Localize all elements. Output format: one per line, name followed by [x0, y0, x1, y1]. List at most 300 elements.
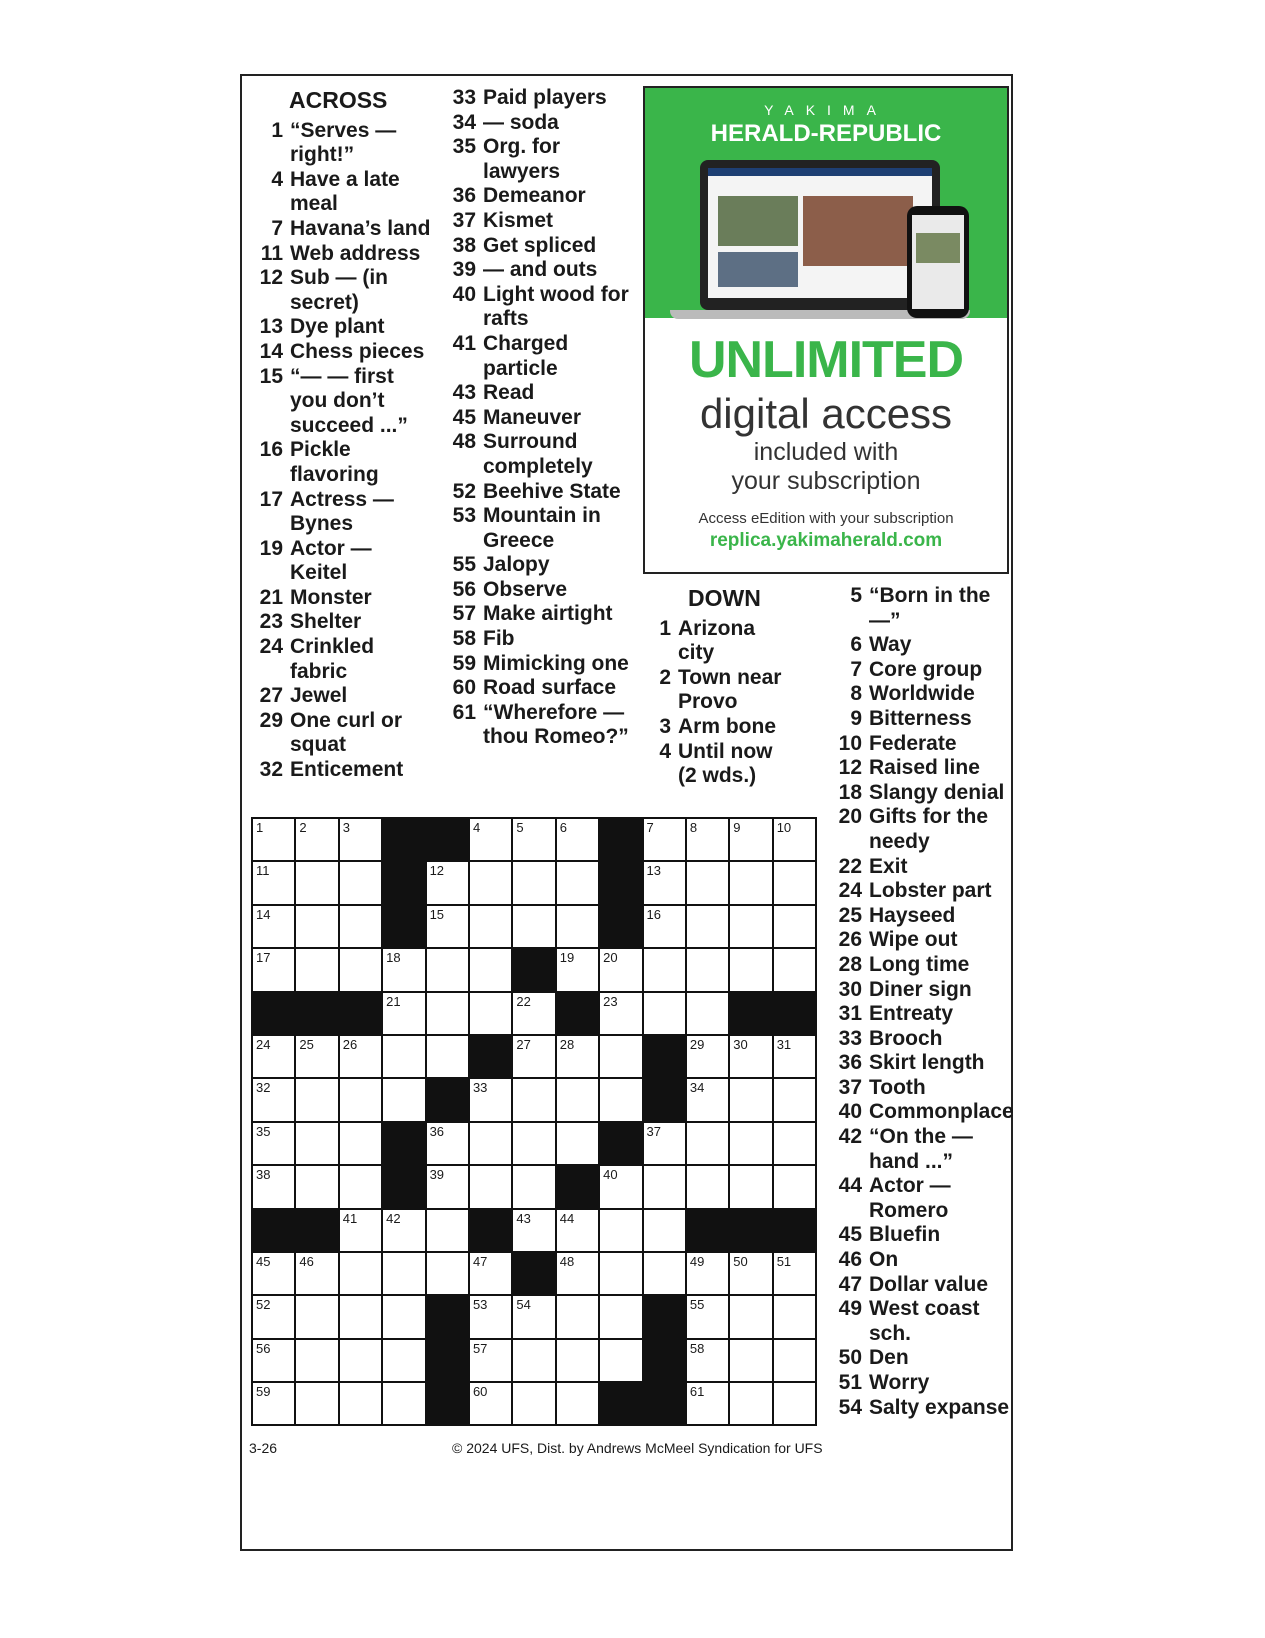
grid-cell[interactable]	[687, 1296, 730, 1339]
grid-cell[interactable]	[730, 1253, 773, 1296]
cell-number: 33	[472, 1080, 488, 1096]
grid-cell[interactable]	[513, 1123, 556, 1166]
grid-cell[interactable]	[774, 1036, 817, 1079]
grid-cell[interactable]	[730, 819, 773, 862]
clue-number: 16	[259, 438, 283, 462]
clue-text: Arizona city	[678, 616, 756, 665]
clue-text: Federate	[869, 731, 957, 755]
clue-text: Get spliced	[483, 233, 597, 257]
grid-cell[interactable]	[253, 1253, 296, 1296]
clue-item	[828, 1076, 1013, 1101]
grid-row	[253, 1296, 817, 1339]
grid-cell[interactable]	[730, 1123, 773, 1166]
grid-cell[interactable]	[253, 1123, 296, 1166]
clue-text: Raised line	[869, 756, 980, 780]
grid-cell[interactable]	[600, 949, 643, 992]
grid-cell[interactable]	[557, 1253, 600, 1296]
grid-cell[interactable]	[340, 1210, 383, 1253]
grid-cell[interactable]	[774, 1296, 817, 1339]
grid-cell[interactable]	[687, 1383, 730, 1426]
clue-number: 61	[452, 700, 476, 724]
cell-number: 60	[472, 1384, 488, 1400]
cell-number: 5	[516, 820, 524, 835]
grid-cell[interactable]	[340, 819, 383, 862]
grid-cell[interactable]	[383, 993, 426, 1036]
grid-cell[interactable]	[470, 1253, 513, 1296]
clue-number: 24	[259, 635, 283, 659]
grid-cell[interactable]	[557, 1123, 600, 1166]
ad-access-note: Access eEdition with your subscription	[698, 510, 954, 527]
grid-cell[interactable]	[340, 906, 383, 949]
cell-number: 39	[429, 1167, 445, 1183]
grid-cell[interactable]	[557, 1210, 600, 1253]
grid-black-square	[644, 1079, 687, 1122]
grid-cell[interactable]	[296, 1253, 339, 1296]
cell-number: 49	[689, 1253, 705, 1269]
cell-number: 51	[776, 1253, 792, 1269]
clue-text: Mimicking one	[483, 651, 629, 675]
grid-cell[interactable]	[470, 1079, 513, 1122]
grid-cell[interactable]	[600, 1166, 643, 1209]
grid-cell[interactable]	[687, 1036, 730, 1079]
clue-number: 32	[259, 758, 283, 782]
grid-cell[interactable]	[774, 906, 817, 949]
grid-cell[interactable]	[340, 1383, 383, 1426]
grid-cell[interactable]	[557, 862, 600, 905]
clue-item	[249, 684, 434, 709]
grid-cell[interactable]	[383, 1253, 426, 1296]
cell-number: 47	[472, 1253, 488, 1269]
clue-item	[249, 537, 434, 586]
clue-item	[828, 1027, 1013, 1052]
grid-cell[interactable]	[600, 1210, 643, 1253]
cell-number: 31	[776, 1036, 792, 1052]
grid-cell[interactable]	[730, 906, 773, 949]
grid-cell[interactable]	[687, 906, 730, 949]
grid-cell[interactable]	[340, 1036, 383, 1079]
clue-item	[442, 381, 637, 406]
grid-cell[interactable]	[296, 862, 339, 905]
ad-subhead: digital access	[699, 390, 953, 437]
clue-item	[249, 709, 434, 758]
clue-item	[249, 119, 434, 168]
grid-cell[interactable]	[557, 1383, 600, 1426]
clue-number: 4	[271, 167, 283, 191]
clue-number: 47	[838, 1272, 862, 1296]
cell-number: 38	[256, 1167, 271, 1183]
grid-cell[interactable]	[644, 1123, 687, 1166]
cell-number: 8	[689, 820, 698, 835]
grid-cell[interactable]	[644, 1210, 687, 1253]
grid-cell[interactable]	[600, 1036, 643, 1079]
cell-number: 50	[733, 1253, 748, 1269]
clue-number: 56	[452, 577, 476, 601]
clue-number: 43	[452, 381, 476, 405]
clue-number: 39	[452, 258, 476, 282]
puzzle-date: 3-26	[249, 1440, 278, 1456]
clue-number: 12	[838, 756, 862, 780]
grid-black-square	[730, 1210, 773, 1253]
clue-item	[828, 1297, 1013, 1346]
grid-cell[interactable]	[253, 1296, 296, 1339]
cell-number: 44	[559, 1210, 575, 1226]
subscription-ad[interactable]	[643, 86, 1009, 574]
grid-cell[interactable]	[600, 993, 643, 1036]
clue-item	[637, 740, 782, 789]
grid-cell[interactable]	[513, 819, 556, 862]
clue-text: Mountain in Greece	[483, 504, 601, 552]
grid-black-square	[427, 819, 470, 862]
clue-text: Slangy denial	[869, 780, 1005, 804]
clue-text: Town near Provo	[678, 665, 782, 714]
cell-number: 21	[386, 993, 401, 1009]
grid-row	[253, 1123, 817, 1166]
grid-cell[interactable]	[470, 1383, 513, 1426]
grid-cell[interactable]	[470, 993, 513, 1036]
grid-cell[interactable]	[730, 1036, 773, 1079]
down-heading: DOWN	[688, 585, 761, 611]
grid-cell[interactable]	[644, 1166, 687, 1209]
grid-cell[interactable]	[427, 1253, 470, 1296]
cell-number: 14	[256, 906, 271, 922]
grid-cell[interactable]	[296, 1123, 339, 1166]
grid-cell[interactable]	[730, 949, 773, 992]
clue-number: 18	[838, 780, 862, 804]
grid-cell[interactable]	[687, 1123, 730, 1166]
grid-cell[interactable]	[774, 1383, 817, 1426]
grid-black-square	[644, 1036, 687, 1079]
grid-cell[interactable]	[296, 1079, 339, 1122]
clue-text: Entreaty	[869, 1002, 954, 1026]
clue-item	[442, 578, 637, 603]
grid-cell[interactable]	[687, 1166, 730, 1209]
grid-cell[interactable]	[340, 1253, 383, 1296]
grid-cell[interactable]	[687, 1340, 730, 1383]
grid-cell[interactable]	[427, 1036, 470, 1079]
clue-item	[828, 1223, 1013, 1248]
grid-cell[interactable]	[557, 1296, 600, 1339]
grid-cell[interactable]	[296, 1166, 339, 1209]
grid-cell[interactable]	[383, 1210, 426, 1253]
grid-cell[interactable]	[427, 906, 470, 949]
grid-cell[interactable]	[296, 1383, 339, 1426]
grid-cell[interactable]	[296, 819, 339, 862]
grid-black-square	[470, 1210, 513, 1253]
grid-black-square	[383, 906, 426, 949]
clue-number: 34	[452, 110, 476, 134]
grid-cell[interactable]	[253, 862, 296, 905]
grid-black-square	[644, 1296, 687, 1339]
clue-item	[828, 732, 1013, 757]
grid-cell[interactable]	[427, 862, 470, 905]
cell-number: 28	[559, 1036, 575, 1052]
clue-number: 17	[259, 487, 283, 511]
grid-cell[interactable]	[383, 1036, 426, 1079]
down-clues-column-2	[828, 584, 1013, 1420]
grid-cell[interactable]	[513, 1296, 556, 1339]
clue-item	[828, 855, 1013, 880]
clue-item	[828, 978, 1013, 1003]
grid-black-square	[557, 993, 600, 1036]
grid-cell[interactable]	[383, 1383, 426, 1426]
grid-cell[interactable]	[470, 949, 513, 992]
grid-cell[interactable]	[340, 862, 383, 905]
grid-cell[interactable]	[470, 862, 513, 905]
cell-number: 29	[689, 1036, 705, 1052]
cell-number: 40	[603, 1167, 618, 1183]
grid-cell[interactable]	[600, 1340, 643, 1383]
grid-cell[interactable]	[557, 949, 600, 992]
grid-cell[interactable]	[644, 1253, 687, 1296]
grid-cell[interactable]	[513, 1340, 556, 1383]
clue-text: Commonplace	[869, 1100, 1014, 1124]
clue-text: Enticement	[290, 758, 404, 782]
grid-cell[interactable]	[253, 1079, 296, 1122]
cell-number: 18	[386, 950, 401, 966]
grid-cell[interactable]	[513, 1166, 556, 1209]
clue-text: Surround completely	[483, 430, 593, 478]
clue-text: “Born in the —”	[869, 584, 991, 632]
grid-cell[interactable]	[687, 1079, 730, 1122]
grid-cell[interactable]	[774, 1340, 817, 1383]
clue-text: Jalopy	[483, 553, 550, 577]
clue-number: 10	[838, 731, 862, 755]
clue-item	[249, 340, 434, 365]
clue-item	[442, 676, 637, 701]
grid-cell[interactable]	[513, 1383, 556, 1426]
grid-cell[interactable]	[774, 1123, 817, 1166]
grid-cell[interactable]	[296, 949, 339, 992]
clue-number: 36	[838, 1051, 862, 1075]
grid-cell[interactable]	[774, 819, 817, 862]
grid-cell[interactable]	[340, 1123, 383, 1166]
grid-cell[interactable]	[513, 862, 556, 905]
grid-cell[interactable]	[253, 819, 296, 862]
ad-tagline-line1: included with	[753, 438, 899, 466]
clue-number: 14	[259, 339, 283, 363]
clue-number: 57	[452, 602, 476, 626]
clue-number: 35	[452, 135, 476, 159]
clue-number: 52	[452, 479, 476, 503]
grid-cell[interactable]	[340, 949, 383, 992]
grid-cell[interactable]	[253, 1036, 296, 1079]
across-clues-column-2	[442, 86, 637, 750]
clue-text: — soda	[483, 110, 559, 134]
copyright-line: © 2024 UFS, Dist. by Andrews McMeel Syndication for UFS	[452, 1440, 823, 1456]
clue-number: 54	[838, 1395, 862, 1419]
clue-item	[828, 1051, 1013, 1076]
grid-cell[interactable]	[253, 906, 296, 949]
grid-cell[interactable]	[470, 1123, 513, 1166]
grid-cell[interactable]	[557, 819, 600, 862]
grid-cell[interactable]	[513, 906, 556, 949]
clue-text: Paid players	[483, 86, 607, 109]
cell-number: 48	[559, 1253, 575, 1269]
cell-number: 23	[603, 993, 618, 1009]
grid-cell[interactable]	[470, 819, 513, 862]
grid-cell[interactable]	[774, 1166, 817, 1209]
clue-text: Dye plant	[290, 315, 385, 339]
clue-item	[442, 111, 637, 136]
cell-number: 41	[342, 1210, 358, 1226]
grid-cell[interactable]	[644, 949, 687, 992]
grid-black-square	[600, 1383, 643, 1426]
grid-cell[interactable]	[470, 1340, 513, 1383]
clue-item	[442, 234, 637, 259]
grid-cell[interactable]	[253, 949, 296, 992]
grid-cell[interactable]	[513, 993, 556, 1036]
grid-row	[253, 1166, 817, 1209]
grid-cell[interactable]	[427, 1166, 470, 1209]
grid-cell[interactable]	[253, 1340, 296, 1383]
clue-text: Worldwide	[869, 682, 975, 706]
clue-text: Bluefin	[869, 1223, 941, 1247]
grid-cell[interactable]	[470, 906, 513, 949]
clue-text: Beehive State	[483, 479, 621, 503]
clue-item	[249, 315, 434, 340]
clue-item	[637, 666, 782, 715]
grid-cell[interactable]	[644, 819, 687, 862]
grid-cell[interactable]	[774, 1079, 817, 1122]
grid-cell[interactable]	[600, 1253, 643, 1296]
grid-cell[interactable]	[730, 1383, 773, 1426]
grid-cell[interactable]	[557, 1340, 600, 1383]
cell-number: 42	[386, 1210, 401, 1226]
grid-cell[interactable]	[253, 1166, 296, 1209]
clue-item	[249, 217, 434, 242]
grid-cell[interactable]	[296, 906, 339, 949]
grid-cell[interactable]	[383, 1296, 426, 1339]
clue-number: 28	[838, 952, 862, 976]
grid-cell[interactable]	[644, 862, 687, 905]
clue-text: Until now (2 wds.)	[678, 739, 773, 788]
cell-number: 57	[472, 1340, 488, 1356]
grid-cell[interactable]	[730, 1166, 773, 1209]
grid-black-square	[383, 1166, 426, 1209]
grid-cell[interactable]	[427, 993, 470, 1036]
clue-text: Actress — Bynes	[290, 487, 394, 536]
grid-cell[interactable]	[513, 1210, 556, 1253]
cell-number: 32	[256, 1080, 271, 1096]
cell-number: 4	[472, 820, 481, 835]
clue-item	[249, 758, 434, 783]
clue-item	[442, 553, 637, 578]
grid-cell[interactable]	[383, 1340, 426, 1383]
grid-cell[interactable]	[687, 862, 730, 905]
clue-text: Pickle flavoring	[290, 438, 379, 486]
grid-cell[interactable]	[644, 906, 687, 949]
clue-item	[442, 602, 637, 627]
clue-number: 46	[838, 1248, 862, 1272]
grid-cell[interactable]	[774, 949, 817, 992]
phone-illustration	[907, 206, 969, 318]
grid-cell[interactable]	[513, 1079, 556, 1122]
grid-cell[interactable]	[340, 1166, 383, 1209]
clue-item	[828, 1248, 1013, 1273]
grid-cell[interactable]	[383, 949, 426, 992]
grid-cell[interactable]	[296, 1036, 339, 1079]
grid-cell[interactable]	[774, 862, 817, 905]
clue-number: 19	[259, 536, 283, 560]
clue-number: 8	[850, 682, 862, 706]
grid-row	[253, 1036, 817, 1079]
grid-cell[interactable]	[340, 1079, 383, 1122]
grid-cell[interactable]	[427, 1123, 470, 1166]
grid-cell[interactable]	[296, 1296, 339, 1339]
grid-cell[interactable]	[644, 993, 687, 1036]
clue-text: Read	[483, 381, 535, 405]
clue-item	[828, 928, 1013, 953]
clue-text: “— — first you don’t succeed ...”	[290, 364, 408, 437]
grid-cell[interactable]	[557, 1036, 600, 1079]
clue-number: 22	[838, 854, 862, 878]
grid-black-square	[730, 993, 773, 1036]
cell-number: 17	[256, 950, 271, 966]
grid-cell[interactable]	[730, 862, 773, 905]
grid-cell[interactable]	[557, 906, 600, 949]
grid-black-square	[427, 1079, 470, 1122]
grid-black-square	[470, 1036, 513, 1079]
clue-text: Exit	[869, 854, 908, 878]
clue-text: Bitterness	[869, 706, 972, 730]
clue-number: 51	[838, 1371, 862, 1394]
clue-item	[442, 209, 637, 234]
cell-number: 1	[256, 820, 264, 835]
cell-number: 27	[516, 1036, 531, 1052]
clue-number: 48	[452, 430, 476, 454]
grid-cell[interactable]	[600, 1079, 643, 1122]
grid-cell[interactable]	[730, 1340, 773, 1383]
cell-number: 26	[342, 1036, 358, 1052]
clue-number: 1	[659, 616, 671, 640]
grid-cell[interactable]	[730, 1079, 773, 1122]
grid-cell[interactable]	[383, 1079, 426, 1122]
grid-cell[interactable]	[687, 993, 730, 1036]
grid-cell[interactable]	[600, 1296, 643, 1339]
grid-cell[interactable]	[513, 1036, 556, 1079]
grid-cell[interactable]	[340, 1296, 383, 1339]
grid-cell[interactable]	[296, 1340, 339, 1383]
clue-number: 60	[452, 676, 476, 700]
grid-cell[interactable]	[253, 1383, 296, 1426]
clue-item	[828, 1396, 1013, 1421]
clue-item	[828, 879, 1013, 904]
grid-cell[interactable]	[427, 949, 470, 992]
clue-item	[249, 488, 434, 537]
grid-cell[interactable]	[470, 1296, 513, 1339]
grid-cell[interactable]	[687, 819, 730, 862]
clue-number: 11	[260, 241, 283, 265]
crossword-grid[interactable]	[251, 817, 817, 1426]
clue-item	[442, 430, 637, 479]
clue-text: Lobster part	[869, 879, 992, 903]
clue-text: Have a late meal	[290, 167, 400, 216]
grid-cell[interactable]	[427, 1210, 470, 1253]
clue-item	[442, 135, 637, 184]
grid-cell[interactable]	[340, 1340, 383, 1383]
clue-number: 5	[850, 584, 862, 607]
grid-cell[interactable]	[470, 1166, 513, 1209]
grid-cell[interactable]	[730, 1296, 773, 1339]
grid-cell[interactable]	[687, 949, 730, 992]
grid-black-square	[557, 1166, 600, 1209]
grid-cell[interactable]	[687, 1253, 730, 1296]
clue-number: 53	[452, 504, 476, 528]
cell-number: 12	[429, 863, 445, 879]
ad-url-link[interactable]: replica.yakimaherald.com	[709, 530, 943, 551]
grid-cell[interactable]	[774, 1253, 817, 1296]
grid-cell[interactable]	[557, 1079, 600, 1122]
